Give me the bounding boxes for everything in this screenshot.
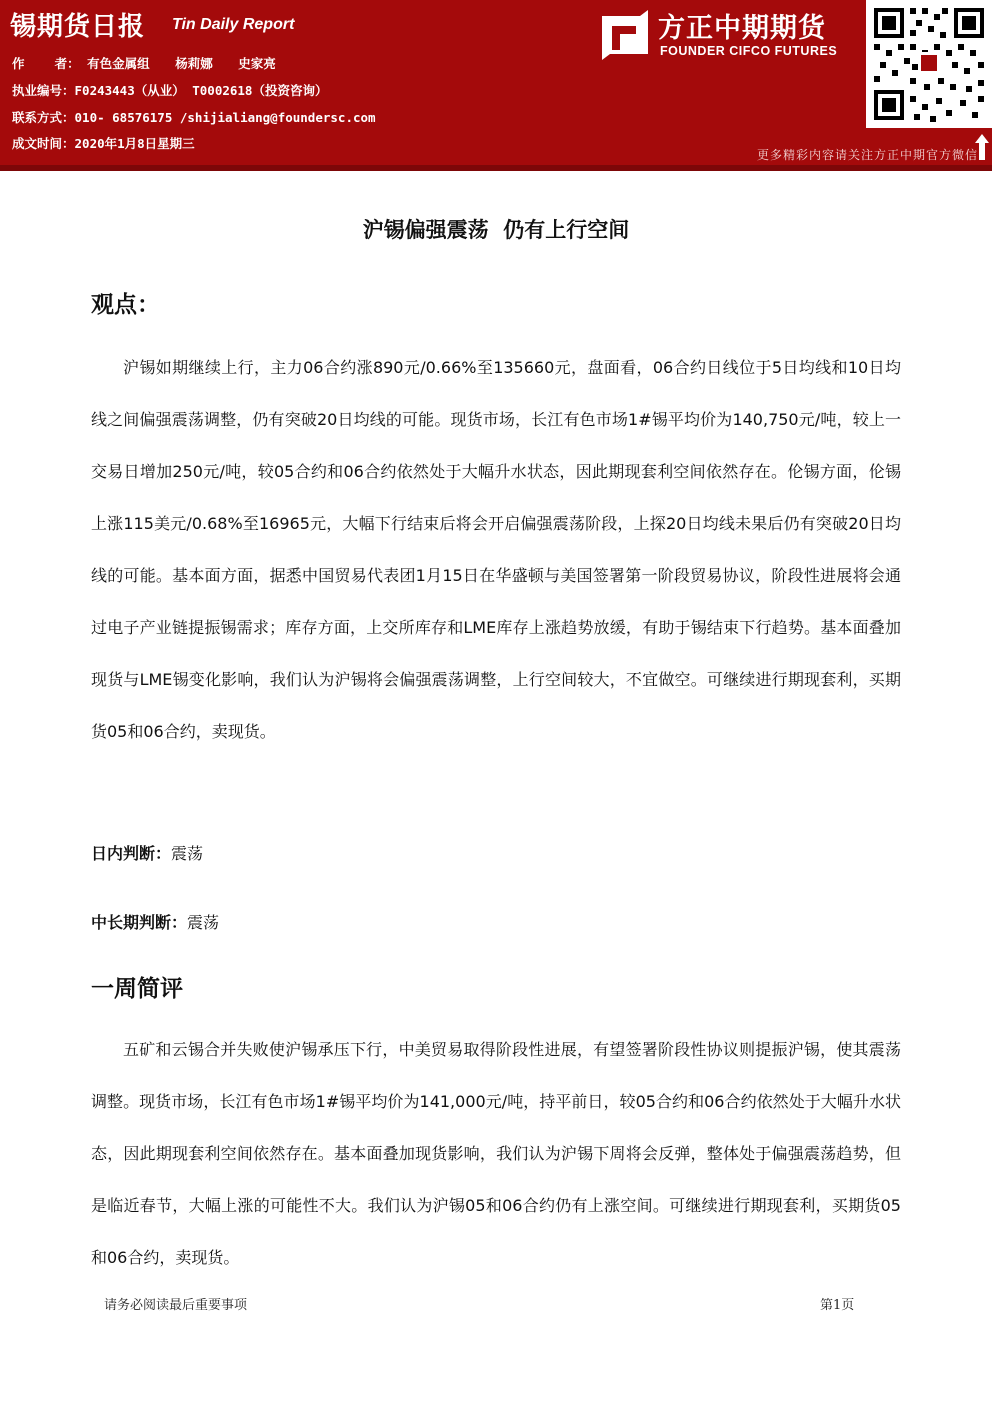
qr-code-icon bbox=[866, 0, 992, 128]
license-row bbox=[12, 81, 327, 99]
longterm-judgement bbox=[91, 910, 219, 933]
longterm-value: 震荡 bbox=[187, 913, 220, 932]
viewpoint-heading: 观点： bbox=[91, 292, 160, 318]
date-label: 成文时间： bbox=[12, 136, 75, 151]
viewpoint-paragraph: 沪锡如期继续上行，主力06合约涨890元/0.66%至135660元，盘面看，06合约日线位于5日均线和10日均线之间偏强震荡调整，仍有突破20日均线的可能。现货市场，长江有色市场1#锡平均价为140,750元/吨，较上一交易日增加250元/吨，较05合约和06合约依然处于大幅升水状态，因此期现套利空间依然存在。伦锡方面，伦锡上涨115美元/0.68%至16965元，大幅下行结束后将会开启偏强震荡阶段，上探20日均线未果后仍有突破20日均线的可能。基本面方面，据悉中国贸易代表团1月15日在华盛顿与美国签署第一阶段贸易协议，阶段性进展将会通过电子产业链提振锡需求；库存方面，上交所库存和LME库存上涨趋势放缓，有助于锡结束下行趋势。基本面叠加现货与LME锡变化影响，我们认为沪锡将会偏强震荡调整，上行空间较大，不宜做空。可继续进行期现套利，买期货05和06合约，卖现货。 bbox=[91, 358, 901, 741]
author-name: 史家亮 bbox=[238, 56, 276, 71]
contact-value[interactable]: 010- 68576175 /shijialiang@foundersc.com bbox=[74, 110, 376, 125]
author-label: 作 者： bbox=[12, 56, 80, 71]
author-group: 有色金属组 bbox=[87, 56, 150, 71]
date-row bbox=[12, 134, 195, 152]
intraday-judgement bbox=[91, 841, 203, 864]
header-divider bbox=[0, 165, 992, 171]
arrow-up-icon bbox=[975, 134, 989, 160]
report-title-cn: 锡期货日报 bbox=[10, 12, 146, 42]
logo-mark-icon bbox=[600, 10, 650, 60]
logo-text-en: FOUNDER CIFCO FUTURES bbox=[660, 44, 838, 58]
report-title-en: Tin Daily Report bbox=[172, 16, 295, 33]
author-name: 杨莉娜 bbox=[175, 56, 213, 71]
contact-row bbox=[12, 108, 376, 126]
license-label: 执业编号： bbox=[12, 83, 75, 98]
logo-text-cn: 方正中期期货 bbox=[658, 13, 826, 44]
license-value: F0243443（从业） T0002618（投资咨询） bbox=[74, 83, 328, 98]
intraday-label: 日内判断： bbox=[91, 844, 172, 863]
date-value: 2020年1月8日星期三 bbox=[74, 136, 195, 151]
weekly-paragraph: 五矿和云锡合并失败使沪锡承压下行，中美贸易取得阶段性进展，有望签署阶段性协议则提振沪锡，使其震荡调整。现货市场，长江有色市场1#锡平均价为141,000元/吨，持平前日，较05合约和06合约依然处于大幅升水状态，因此期现套利空间依然存在。基本面叠加现货影响，我们认为沪锡下周将会反弹，整体处于偏强震荡趋势，但是临近春节，大幅上涨的可能性不大。我们认为沪锡05和06合约仍有上涨空间。可继续进行期现套利，买期货05和06合约，卖现货。 bbox=[91, 1040, 901, 1267]
page-number: 第1页 bbox=[820, 1298, 855, 1313]
longterm-label: 中长期判断： bbox=[91, 913, 188, 932]
intraday-value: 震荡 bbox=[171, 844, 204, 863]
company-logo bbox=[600, 6, 858, 62]
contact-label: 联系方式： bbox=[12, 110, 75, 125]
follow-wechat-text: 更多精彩内容请关注方正中期官方微信 bbox=[756, 148, 978, 162]
document-title: 沪锡偏强震荡 仍有上行空间 bbox=[362, 218, 630, 242]
weekly-heading: 一周简评 bbox=[91, 976, 183, 1002]
footer-disclaimer: 请务必阅读最后重要事项 bbox=[104, 1298, 248, 1313]
author-row bbox=[12, 54, 294, 72]
